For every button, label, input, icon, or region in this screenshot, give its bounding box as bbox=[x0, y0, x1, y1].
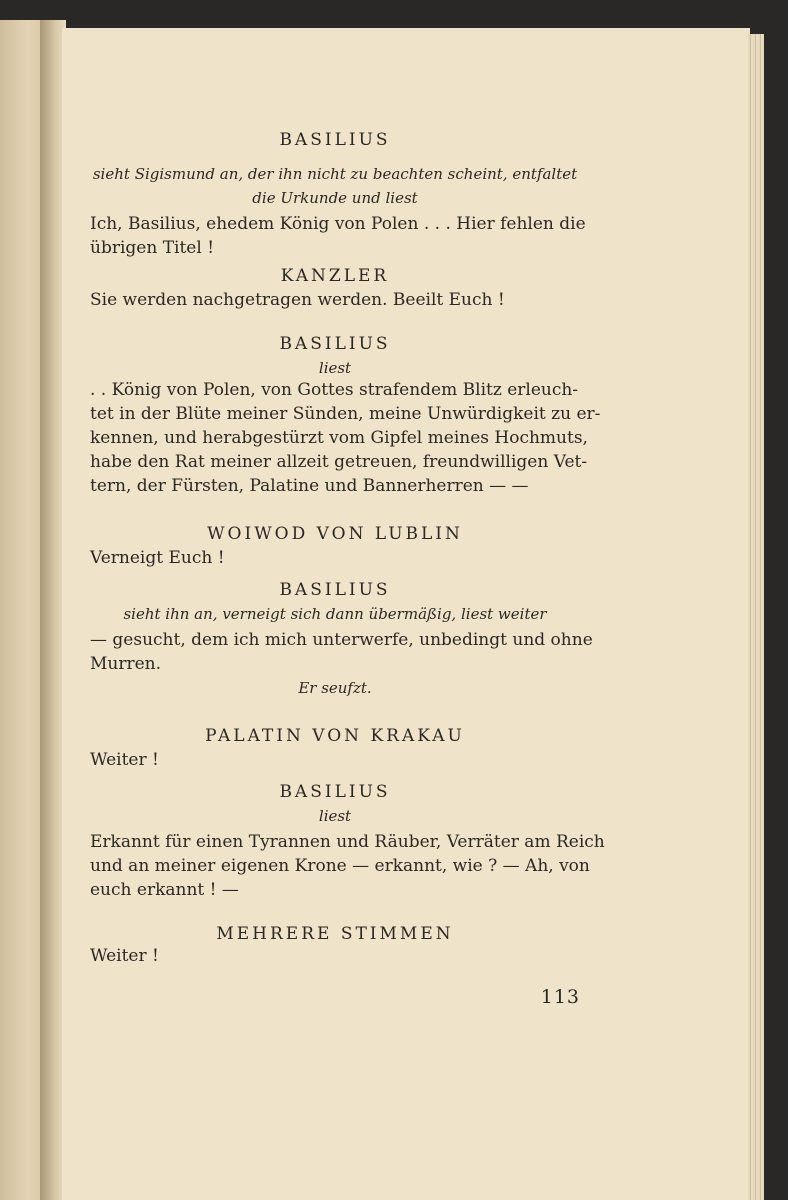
speech-line: übrigen Titel ! bbox=[90, 238, 215, 258]
speaker-name: MEHRERE STIMMEN bbox=[216, 924, 454, 944]
stage-direction bbox=[90, 356, 580, 380]
speech-line: habe den Rat meiner allzeit getreuen, freundwilligen Vet- bbox=[90, 452, 588, 472]
stage-direction bbox=[90, 162, 580, 210]
speaker-name: BASILIUS bbox=[279, 782, 391, 802]
speech-line: Weiter ! bbox=[90, 750, 159, 770]
speech-line: Ich, Basilius, ehedem König von Polen . . . Hier fehlen die bbox=[90, 214, 586, 234]
speech-line: Sie werden nachgetragen werden. Beeilt Euch ! bbox=[90, 290, 505, 310]
speech bbox=[90, 944, 580, 968]
speaker-name: BASILIUS bbox=[279, 334, 391, 354]
speech bbox=[90, 748, 580, 772]
speech-line: tern, der Fürsten, Palatine und Bannerherren — — bbox=[90, 476, 529, 496]
speech-line: Verneigt Euch ! bbox=[90, 548, 225, 568]
direction-line: liest bbox=[318, 359, 352, 377]
speech bbox=[90, 212, 586, 260]
speaker-name: BASILIUS bbox=[279, 580, 391, 600]
speech-line: tet in der Blüte meiner Sünden, meine Unwürdigkeit zu er- bbox=[90, 404, 601, 424]
speech-line: Weiter ! bbox=[90, 946, 159, 966]
speech-line: kennen, und herabgestürzt vom Gipfel meines Hochmuts, bbox=[90, 428, 588, 448]
direction-line: sieht ihn an, verneigt sich dann übermäßig, liest weiter bbox=[123, 605, 547, 623]
page-number: 113 bbox=[540, 986, 580, 1008]
speech-line: . . König von Polen, von Gottes strafendem Blitz erleuch- bbox=[90, 380, 579, 400]
direction-line: liest bbox=[318, 807, 352, 825]
speech-line: Murren. bbox=[90, 654, 162, 674]
speech bbox=[90, 628, 593, 676]
direction-line: die Urkunde und liest bbox=[252, 189, 418, 207]
speaker-name: WOIWOD VON LUBLIN bbox=[207, 524, 463, 544]
speech-line: und an meiner eigenen Krone — erkannt, wie ? — Ah, von bbox=[90, 856, 590, 876]
speaker-name: PALATIN VON KRAKAU bbox=[205, 726, 465, 746]
speaker-name: KANZLER bbox=[280, 266, 390, 286]
stage-direction bbox=[90, 602, 580, 626]
speech-line: euch erkannt ! — bbox=[90, 880, 239, 900]
speaker-name: BASILIUS bbox=[279, 130, 391, 150]
speech bbox=[90, 830, 605, 902]
stage-direction bbox=[90, 804, 580, 828]
direction-line: Er seufzt. bbox=[298, 679, 372, 697]
page-stack-edge bbox=[748, 34, 764, 1200]
speech bbox=[90, 546, 580, 570]
speech bbox=[90, 378, 601, 498]
speech-line: — gesucht, dem ich mich unterwerfe, unbedingt und ohne bbox=[90, 630, 593, 650]
speech bbox=[90, 288, 580, 312]
direction-line: sieht Sigismund an, der ihn nicht zu beachten scheint, entfaltet bbox=[92, 165, 578, 183]
speech-line: Erkannt für einen Tyrannen und Räuber, Verräter am Reich bbox=[90, 832, 605, 852]
stage-direction bbox=[90, 676, 580, 700]
